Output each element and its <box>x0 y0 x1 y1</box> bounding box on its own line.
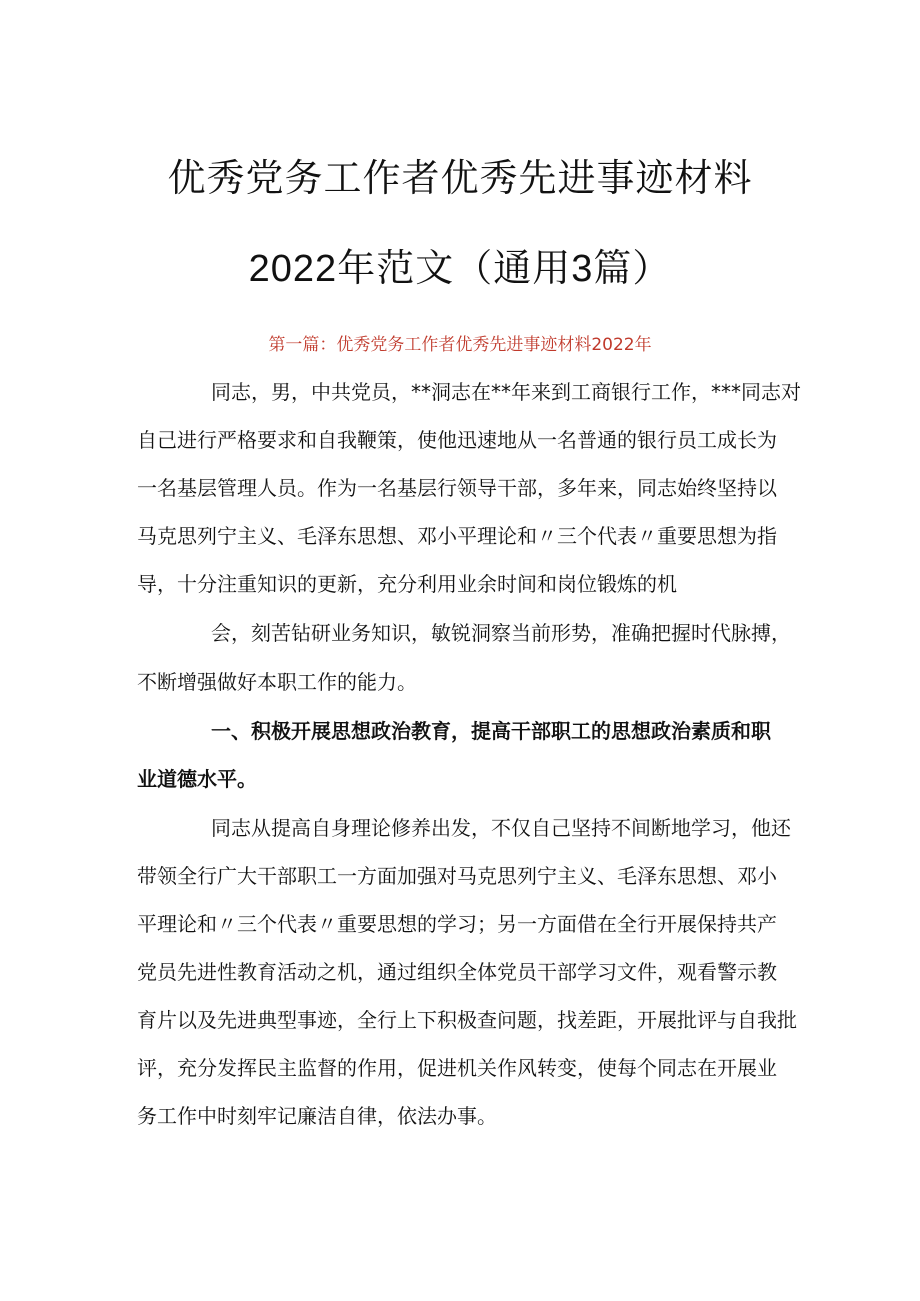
paragraph-line: 一名基层管理人员。作为一名基层行领导干部，多年来，同志始终坚持以 <box>137 476 777 500</box>
paragraph-line: 会，刻苦钻研业务知识，敏锐洞察当前形势，准确把握时代脉搏， <box>211 621 791 645</box>
section-title: 第一篇：优秀党务工作者优秀先进事迹材料2022年 <box>268 335 652 355</box>
paragraph-line: 导，十分注重知识的更新，充分利用业余时间和岗位锻炼的机 <box>137 572 677 596</box>
paragraph-line: 带领全行广大干部职工一方面加强对马克思列宁主义、毛泽东思想、邓小 <box>137 864 777 888</box>
section-heading-line: 业道德水平。 <box>137 767 257 791</box>
paragraph-line: 同志从提高自身理论修养出发，不仅自己坚持不间断地学习，他还 <box>211 816 791 840</box>
paragraph-line: 务工作中时刻牢记廉洁自律，依法办事。 <box>137 1104 497 1128</box>
paragraph-line: 党员先进性教育活动之机，通过组织全体党员干部学习文件，观看警示教 <box>137 960 777 984</box>
section-heading-line: 一、积极开展思想政治教育，提高干部职工的思想政治素质和职 <box>211 719 771 743</box>
paragraph-line: 评，充分发挥民主监督的作用，促进机关作风转变，使每个同志在开展业 <box>137 1056 777 1080</box>
document-title-line-2: 2022年范文（通用3篇） <box>248 248 672 290</box>
paragraph-line: 同志，男，中共党员，**洞志在**年来到工商银行工作，***同志对 <box>211 380 801 404</box>
paragraph-line: 不断增强做好本职工作的能力。 <box>137 670 417 694</box>
document-title-line-1: 优秀党务工作者优秀先进事迹材料 <box>167 156 753 200</box>
paragraph-line: 平理论和〃三个代表〃重要思想的学习；另一方面借在全行开展保持共产 <box>137 912 777 936</box>
paragraph-line: 自己进行严格要求和自我鞭策，使他迅速地从一名普通的银行员工成长为 <box>137 428 777 452</box>
paragraph-line: 马克思列宁主义、毛泽东思想、邓小平理论和〃三个代表〃重要思想为指 <box>137 524 777 548</box>
paragraph-line: 育片以及先进典型事迹，全行上下积极查问题，找差距，开展批评与自我批 <box>137 1008 797 1032</box>
